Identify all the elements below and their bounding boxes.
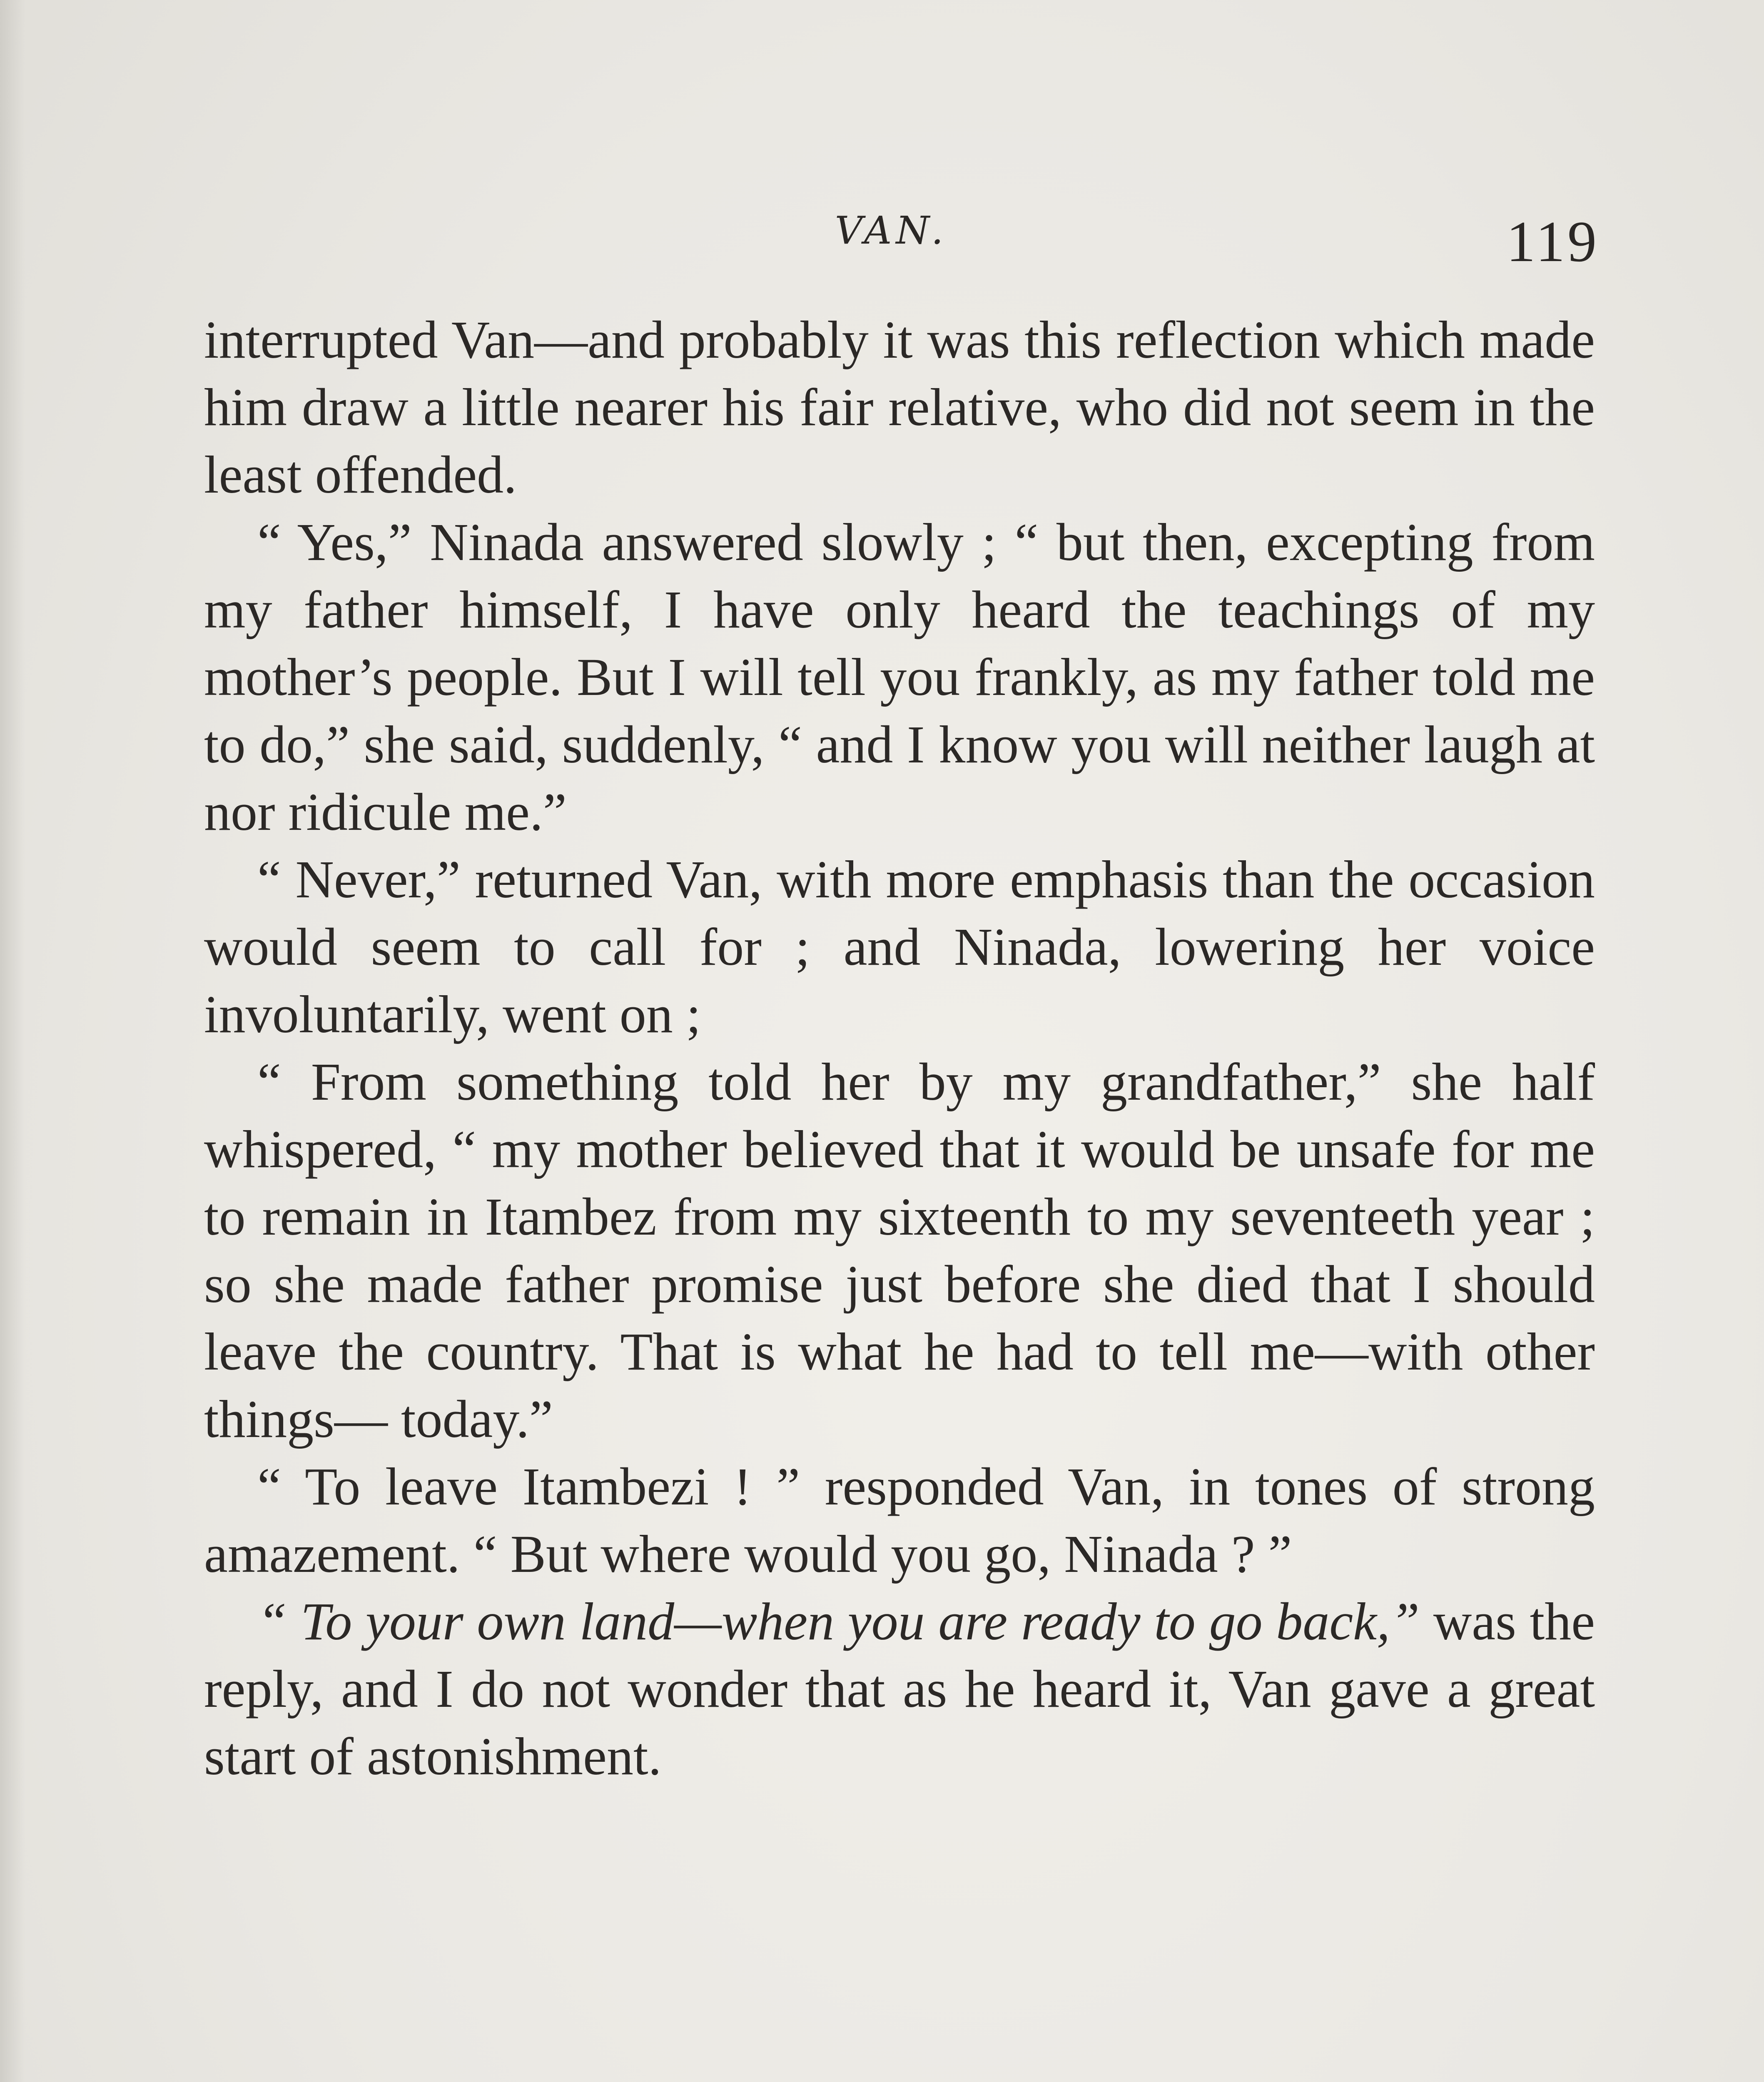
running-title: VAN. <box>835 208 948 253</box>
paragraph <box>204 508 1595 846</box>
paragraph <box>204 1588 1595 1790</box>
body-text <box>204 306 1595 1790</box>
page-number: 119 <box>1506 209 1599 274</box>
paragraph <box>204 1453 1595 1588</box>
paragraph <box>204 846 1595 1048</box>
paragraph-text: was the reply, and I do not wonder that as he heard it, Van gave a great start of astonishment. <box>204 1592 1595 1786</box>
paragraph-text: “ From something told her by my grandfather,” she half whispered, “ my mother believed that it would be unsafe for me to remain in Itambez from my sixteenth to my seventeeth year ; so she made father promise just before she died that I should leave the country. That is what he had to tell me—with other things— today.” <box>204 1052 1595 1449</box>
italic-quote: “ To your own land—when you are ready to go back,” <box>257 1592 1420 1651</box>
paragraph-text: “ Yes,” Ninada answered slowly ; “ but then, excepting from my father himself, I have only heard the teachings of my mother’s people. But I will tell you frankly, as my father told me to do,” she said, suddenly, “ and I know you will neither laugh at nor ridicule me.” <box>204 513 1595 842</box>
paragraph-text: interrupted Van—and probably it was this reflection which made him draw a little nearer his fair relative, who did not seem in the least offended. <box>204 310 1595 504</box>
paragraph-text: “ Never,” returned Van, with more emphasis than the occasion would seem to call for ; and Ninada, lowering her voice involuntarily, went on ; <box>204 850 1595 1044</box>
paragraph-text: “ To leave Itambezi ! ” responded Van, in tones of strong amazement. “ But where would you go, Ninada ? ” <box>204 1457 1595 1584</box>
paragraph <box>204 306 1595 508</box>
page-edge-shadow <box>0 0 25 2082</box>
paragraph <box>204 1048 1595 1453</box>
